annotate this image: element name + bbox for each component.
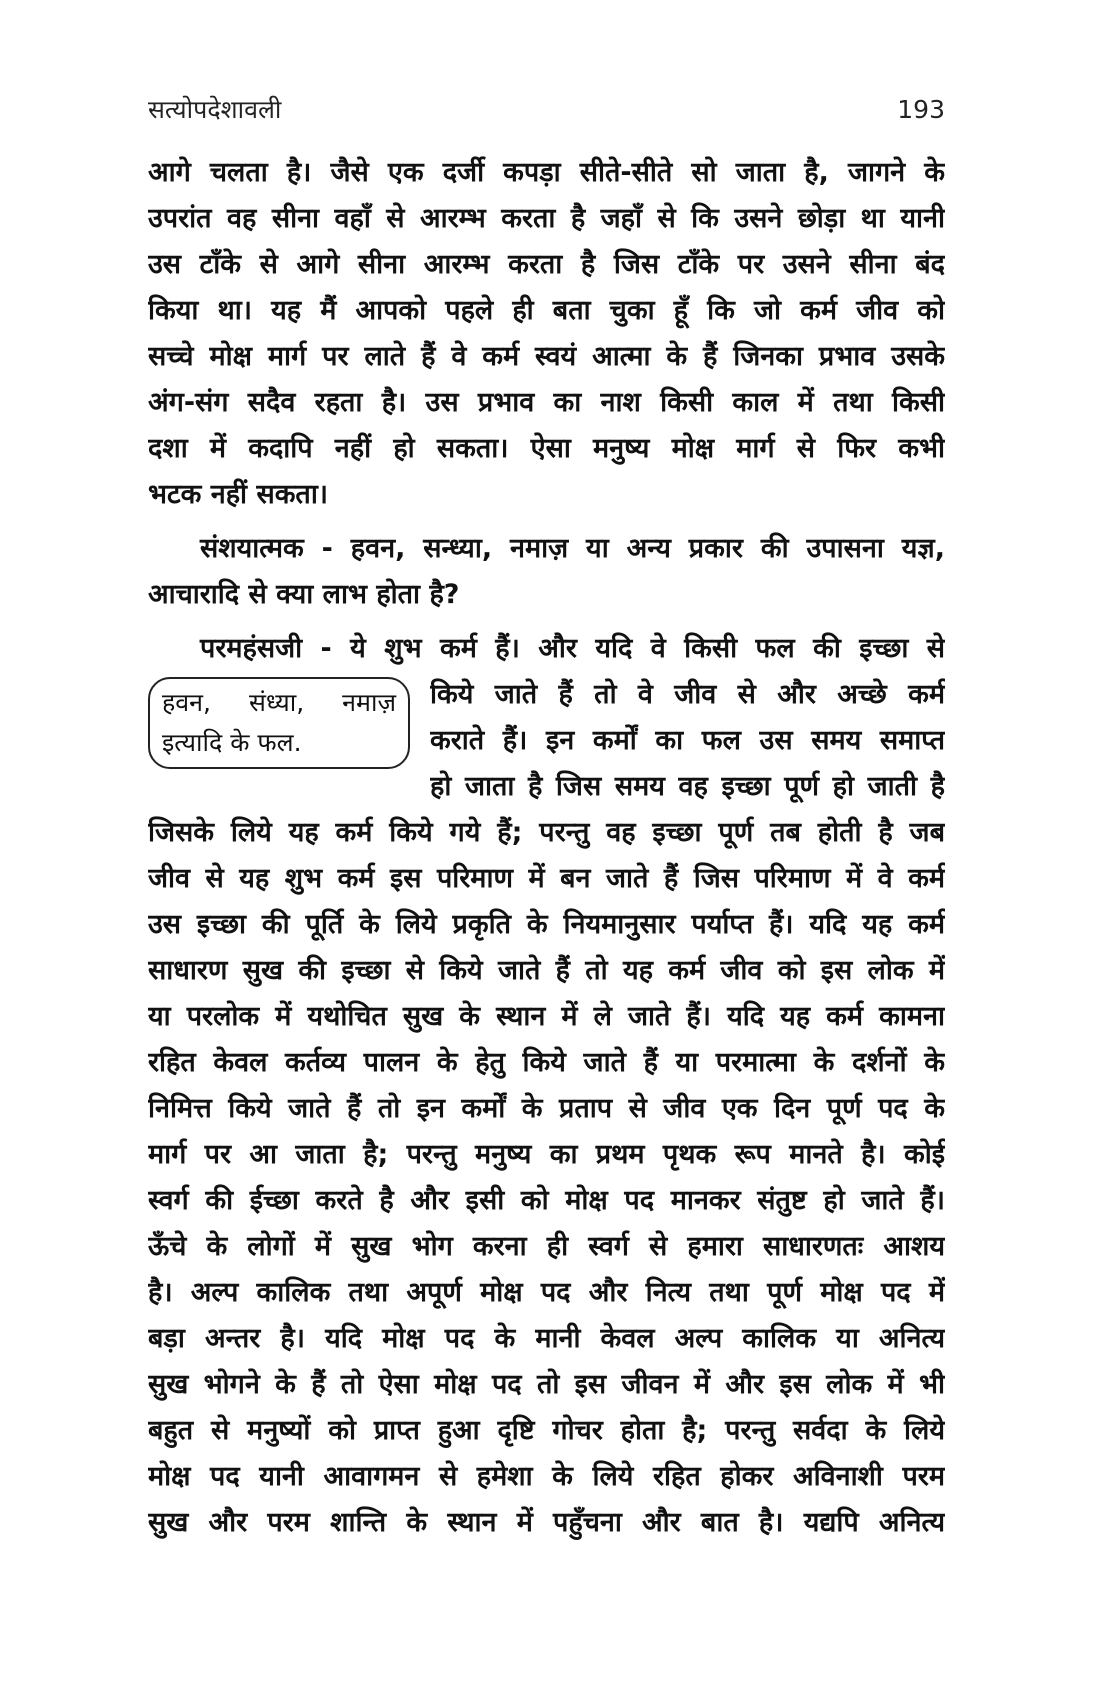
text-line: सच्चे मोक्ष मार्ग पर लाते हैं वे कर्म स्वयं आत्मा के हैं जिनका प्रभाव उसके bbox=[148, 341, 945, 372]
paragraph-1 bbox=[148, 150, 945, 518]
text-line: उपरांत वह सीना वहाँ से आरम्भ करता है जहाँ से कि उसने छोड़ा था यानी bbox=[148, 203, 945, 234]
text-line: कराते हैं। इन कर्मों का फल उस समय समाप्त bbox=[430, 725, 945, 756]
text-line: मार्ग पर आ जाता है; परन्तु मनुष्य का प्रथम पृथक रूप मानते है। कोई bbox=[148, 1139, 945, 1170]
page-body bbox=[148, 150, 945, 1546]
text-line: उस टाँके से आगे सीना आरम्भ करता है जिस टाँके पर उसने सीना बंद bbox=[148, 249, 945, 280]
text-line: अंग-संग सदैव रहता है। उस प्रभाव का नाश किसी काल में तथा किसी bbox=[148, 387, 945, 418]
text-line: जिसके लिये यह कर्म किये गये हैं; परन्तु वह इच्छा पूर्ण तब होती है जब bbox=[148, 817, 945, 848]
text-line: दशा में कदापि नहीं हो सकता। ऐसा मनुष्य मोक्ष मार्ग से फिर कभी bbox=[148, 433, 945, 464]
text-line: मोक्ष पद यानी आवागमन से हमेशा के लिये रहित होकर अविनाशी परम bbox=[148, 1461, 945, 1492]
text-line: निमित्त किये जाते हैं तो इन कर्मों के प्रताप से जीव एक दिन पूर्ण पद के bbox=[148, 1093, 945, 1124]
text-line: बहुत से मनुष्यों को प्राप्त हुआ दृष्टि गोचर होता है; परन्तु सर्वदा के लिये bbox=[148, 1415, 945, 1446]
text-line: किये जाते हैं तो वे जीव से और अच्छे कर्म bbox=[430, 679, 945, 710]
text-line: ऊँचे के लोगों में सुख भोग करना ही स्वर्ग से हमारा साधारणतः आशय bbox=[148, 1231, 945, 1262]
text-line: जीव से यह शुभ कर्म इस परिमाण में बन जाते हैं जिस परिमाण में वे कर्म bbox=[148, 863, 945, 894]
paragraph-3 bbox=[148, 626, 945, 1546]
margin-note-box bbox=[148, 677, 410, 769]
text-beside-note bbox=[430, 672, 945, 810]
text-line: उस इच्छा की पूर्ति के लिये प्रकृति के नियमानुसार पर्याप्त हैं। यदि यह कर्म bbox=[148, 909, 945, 940]
text-line: या परलोक में यथोचित सुख के स्थान में ले जाते हैं। यदि यह कर्म कामना bbox=[148, 1001, 945, 1032]
margin-note-line: इत्यादि के फल. bbox=[162, 728, 302, 757]
text-line: साधारण सुख की इच्छा से किये जाते हैं तो यह कर्म जीव को इस लोक में bbox=[148, 955, 945, 986]
text-line: स्वर्ग की ईच्छा करते है और इसी को मोक्ष पद मानकर संतुष्ट हो जाते हैं। bbox=[148, 1185, 945, 1216]
text-line: आचारादि से क्या लाभ होता है? bbox=[148, 579, 460, 610]
text-line: सुख भोगने के हैं तो ऐसा मोक्ष पद तो इस जीवन में और इस लोक में भी bbox=[148, 1369, 945, 1400]
page-number: 193 bbox=[897, 95, 945, 124]
text-line: परमहंसजी - ये शुभ कर्म हैं। और यदि वे किसी फल की इच्छा से bbox=[200, 633, 945, 664]
text-line: है। अल्प कालिक तथा अपूर्ण मोक्ष पद और नित्य तथा पूर्ण मोक्ष पद में bbox=[148, 1277, 945, 1308]
text-line: आगे चलता है। जैसे एक दर्जी कपड़ा सीते-सीते सो जाता है, जागने के bbox=[148, 157, 945, 188]
text-line: रहित केवल कर्तव्य पालन के हेतु किये जाते हैं या परमात्मा के दर्शनों के bbox=[148, 1047, 945, 1078]
running-header bbox=[148, 92, 945, 132]
text-line: संशयात्मक - हवन, सन्ध्या, नमाज़ या अन्य प्रकार की उपासना यज्ञ, bbox=[200, 533, 945, 564]
margin-note-wrap bbox=[148, 672, 945, 810]
text-line: हो जाता है जिस समय वह इच्छा पूर्ण हो जाती है bbox=[430, 771, 945, 802]
text-line: सुख और परम शान्ति के स्थान में पहुँचना और बात है। यद्यपि अनित्य bbox=[148, 1507, 945, 1538]
paragraph-2 bbox=[148, 526, 945, 618]
book-title: सत्योपदेशावली bbox=[148, 95, 282, 124]
text-line: बड़ा अन्तर है। यदि मोक्ष पद के मानी केवल अल्प कालिक या अनित्य bbox=[148, 1323, 945, 1354]
margin-note-line: हवन, संध्या, नमाज़ bbox=[162, 688, 396, 717]
text-line: किया था। यह मैं आपको पहले ही बता चुका हूँ कि जो कर्म जीव को bbox=[148, 295, 945, 326]
text-line: भटक नहीं सकता। bbox=[148, 479, 329, 510]
paragraph-3-rest bbox=[148, 810, 945, 1546]
